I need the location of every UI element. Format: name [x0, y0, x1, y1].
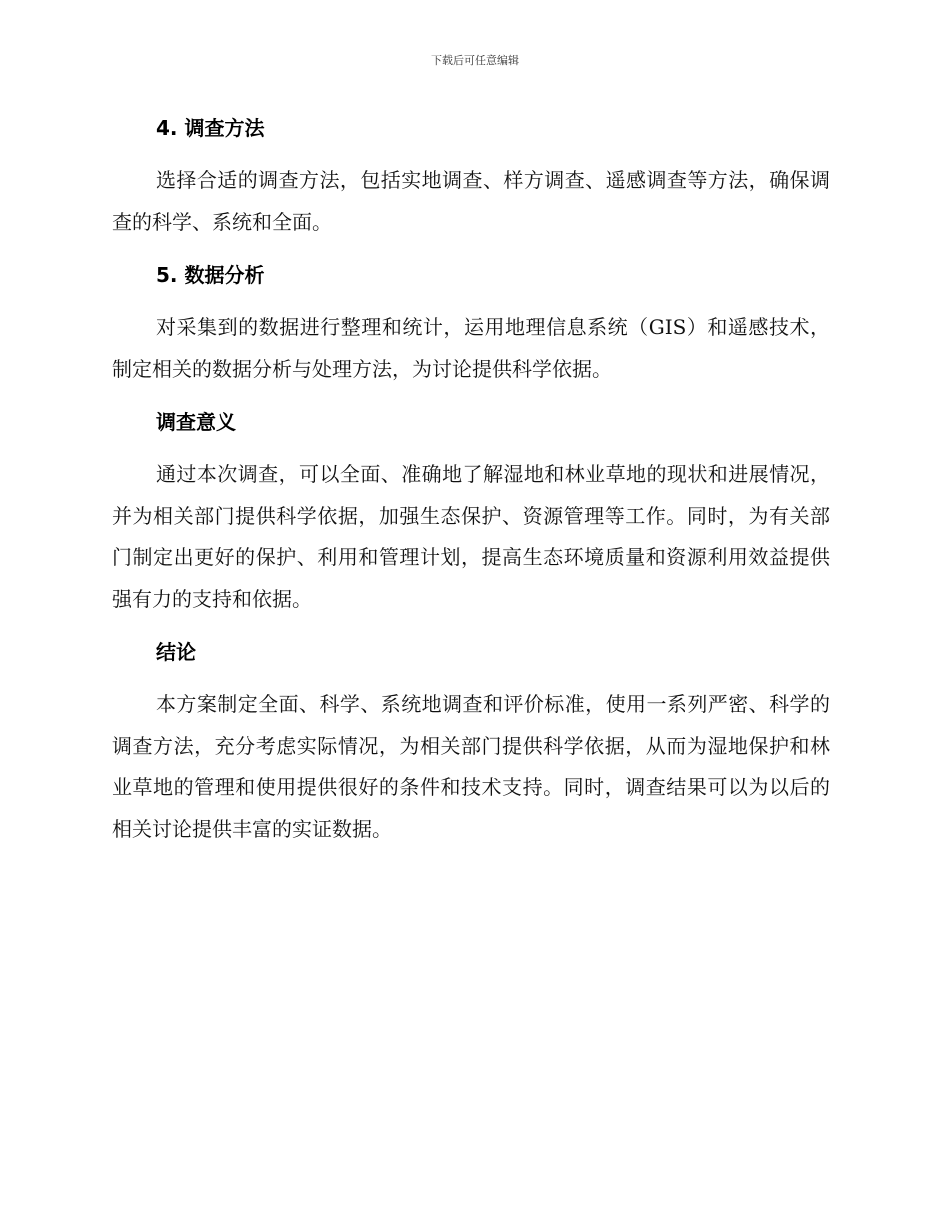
- section-body-survey-method: 选择合适的调查方法，包括实地调查、样方调查、遥感调查等方法，确保调查的科学、系统和全面。: [112, 168, 830, 234]
- section-heading-survey-method: 4. 调查方法: [156, 116, 265, 140]
- section-heading-significance: 调查意义: [156, 410, 236, 434]
- section-body-data-analysis: 对采集到的数据进行整理和统计，运用地理信息系统（GIS）和遥感技术，制定相关的数据分析与处理方法，为讨论提供科学依据。: [112, 315, 830, 381]
- section-body-conclusion: 本方案制定全面、科学、系统地调查和评价标准，使用一系列严密、科学的调查方法，充分考虑实际情况，为相关部门提供科学依据，从而为湿地保护和林业草地的管理和使用提供很好的条件和技术支持。同时，调查结果可以为以后的相关讨论提供丰富的实证数据。: [112, 692, 830, 841]
- section-heading-conclusion: 结论: [156, 640, 196, 664]
- section-heading-data-analysis: 5. 数据分析: [156, 263, 265, 287]
- document-body: [112, 108, 830, 850]
- page-header: 下载后可任意编辑: [431, 54, 519, 67]
- section-body-significance: 通过本次调查，可以全面、准确地了解湿地和林业草地的现状和进展情况，并为相关部门提供科学依据，加强生态保护、资源管理等工作。同时，为有关部门制定出更好的保护、利用和管理计划，提高生态环境质量和资源利用效益提供强有力的支持和依据。: [112, 462, 830, 611]
